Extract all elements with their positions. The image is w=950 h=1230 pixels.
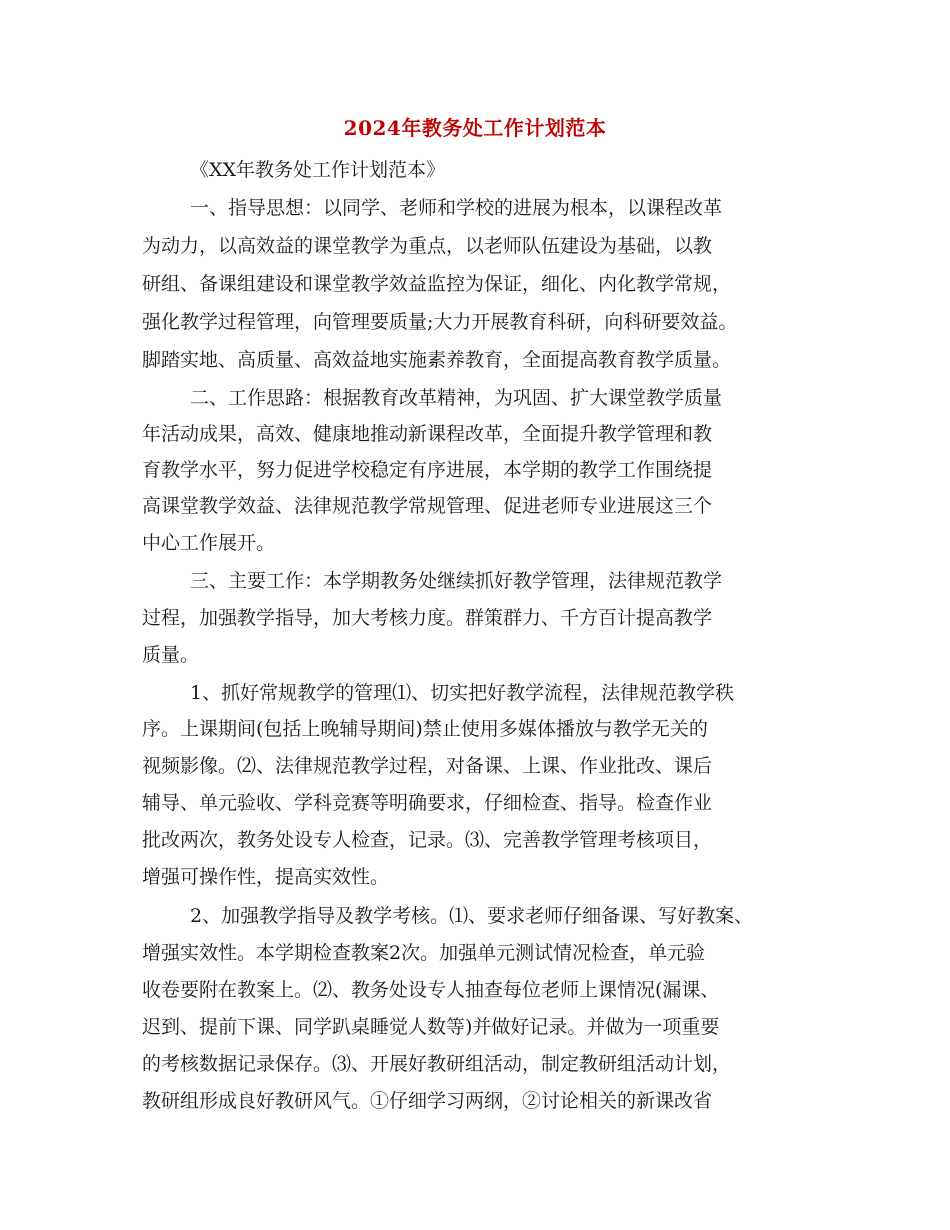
text-line: 育教学水平，努力促进学校稳定有序进展，本学期的教学工作围绕提 [142, 459, 713, 481]
text-line: 质量。 [142, 644, 200, 666]
text-line: 2、加强教学指导及教学考核。⑴、要求老师仔细备课、写好教案、 [190, 905, 754, 927]
text-line: 一、指导思想：以同学、老师和学校的进展为根本，以课程改革 [190, 197, 723, 219]
text-line: 过程，加强教学指导，加大考核力度。群策群力、千方百计提高教学 [142, 607, 713, 629]
text-line: 中心工作展开。 [142, 532, 276, 554]
text-line: 为动力，以高效益的课堂教学为重点，以老师队伍建设为基础，以教 [142, 235, 713, 257]
text-line: 迟到、提前下课、同学趴桌睡觉人数等)并做好记录。并做为一项重要 [142, 1016, 720, 1038]
text-line: 增强实效性。本学期检查教案2次。加强单元测试情况检查，单元验 [142, 942, 706, 964]
text-line: 序。上课期间(包括上晚辅导期间)禁止使用多媒体播放与教学无关的 [142, 718, 708, 740]
text-line: 脚踏实地、高质量、高效益地实施素养教育，全面提高教育教学质量。 [142, 349, 732, 371]
text-line: 年活动成果，高效、健康地推动新课程改革，全面提升教学管理和教 [142, 423, 713, 445]
text-line: 三、主要工作：本学期教务处继续抓好教学管理，法律规范教学 [190, 570, 723, 592]
text-line: 批改两次，教务处设专人检查，记录。⑶、完善教学管理考核项目， [142, 829, 713, 851]
text-line: 强化教学过程管理，向管理要质量;大力开展教育科研，向科研要效益。 [142, 311, 738, 333]
text-line: 视频影像。⑵、法律规范教学过程，对备课、上课、作业批改、课后 [142, 755, 713, 777]
text-line: 收卷要附在教案上。⑵、教务处设专人抽查每位老师上课情况(漏课、 [142, 979, 720, 1001]
text-line: 的考核数据记录保存。⑶、开展好教研组活动，制定教研组活动计划， [142, 1053, 732, 1075]
text-line: 高课堂教学效益、法律规范教学常规管理、促进老师专业进展这三个 [142, 495, 713, 517]
document-title: 2024年教务处工作计划范本 [343, 116, 607, 140]
text-line: 教研组形成良好教研风气。①仔细学习两纲，②讨论相关的新课改省 [142, 1090, 713, 1112]
text-line: 辅导、单元验收、学科竞赛等明确要求，仔细检查、指导。检查作业 [142, 792, 713, 814]
text-line: 增强可操作性，提高实效性。 [142, 866, 390, 888]
text-line: 二、工作思路：根据教育改革精神，为巩固、扩大课堂教学质量 [190, 387, 723, 409]
text-line: 研组、备课组建设和课堂教学效益监控为保证，细化、内化教学常规， [142, 273, 732, 295]
text-line: 1、抓好常规教学的管理⑴、切实把好教学流程，法律规范教学秩 [190, 682, 735, 704]
text-line: 《XX年教务处工作计划范本》 [190, 159, 446, 181]
